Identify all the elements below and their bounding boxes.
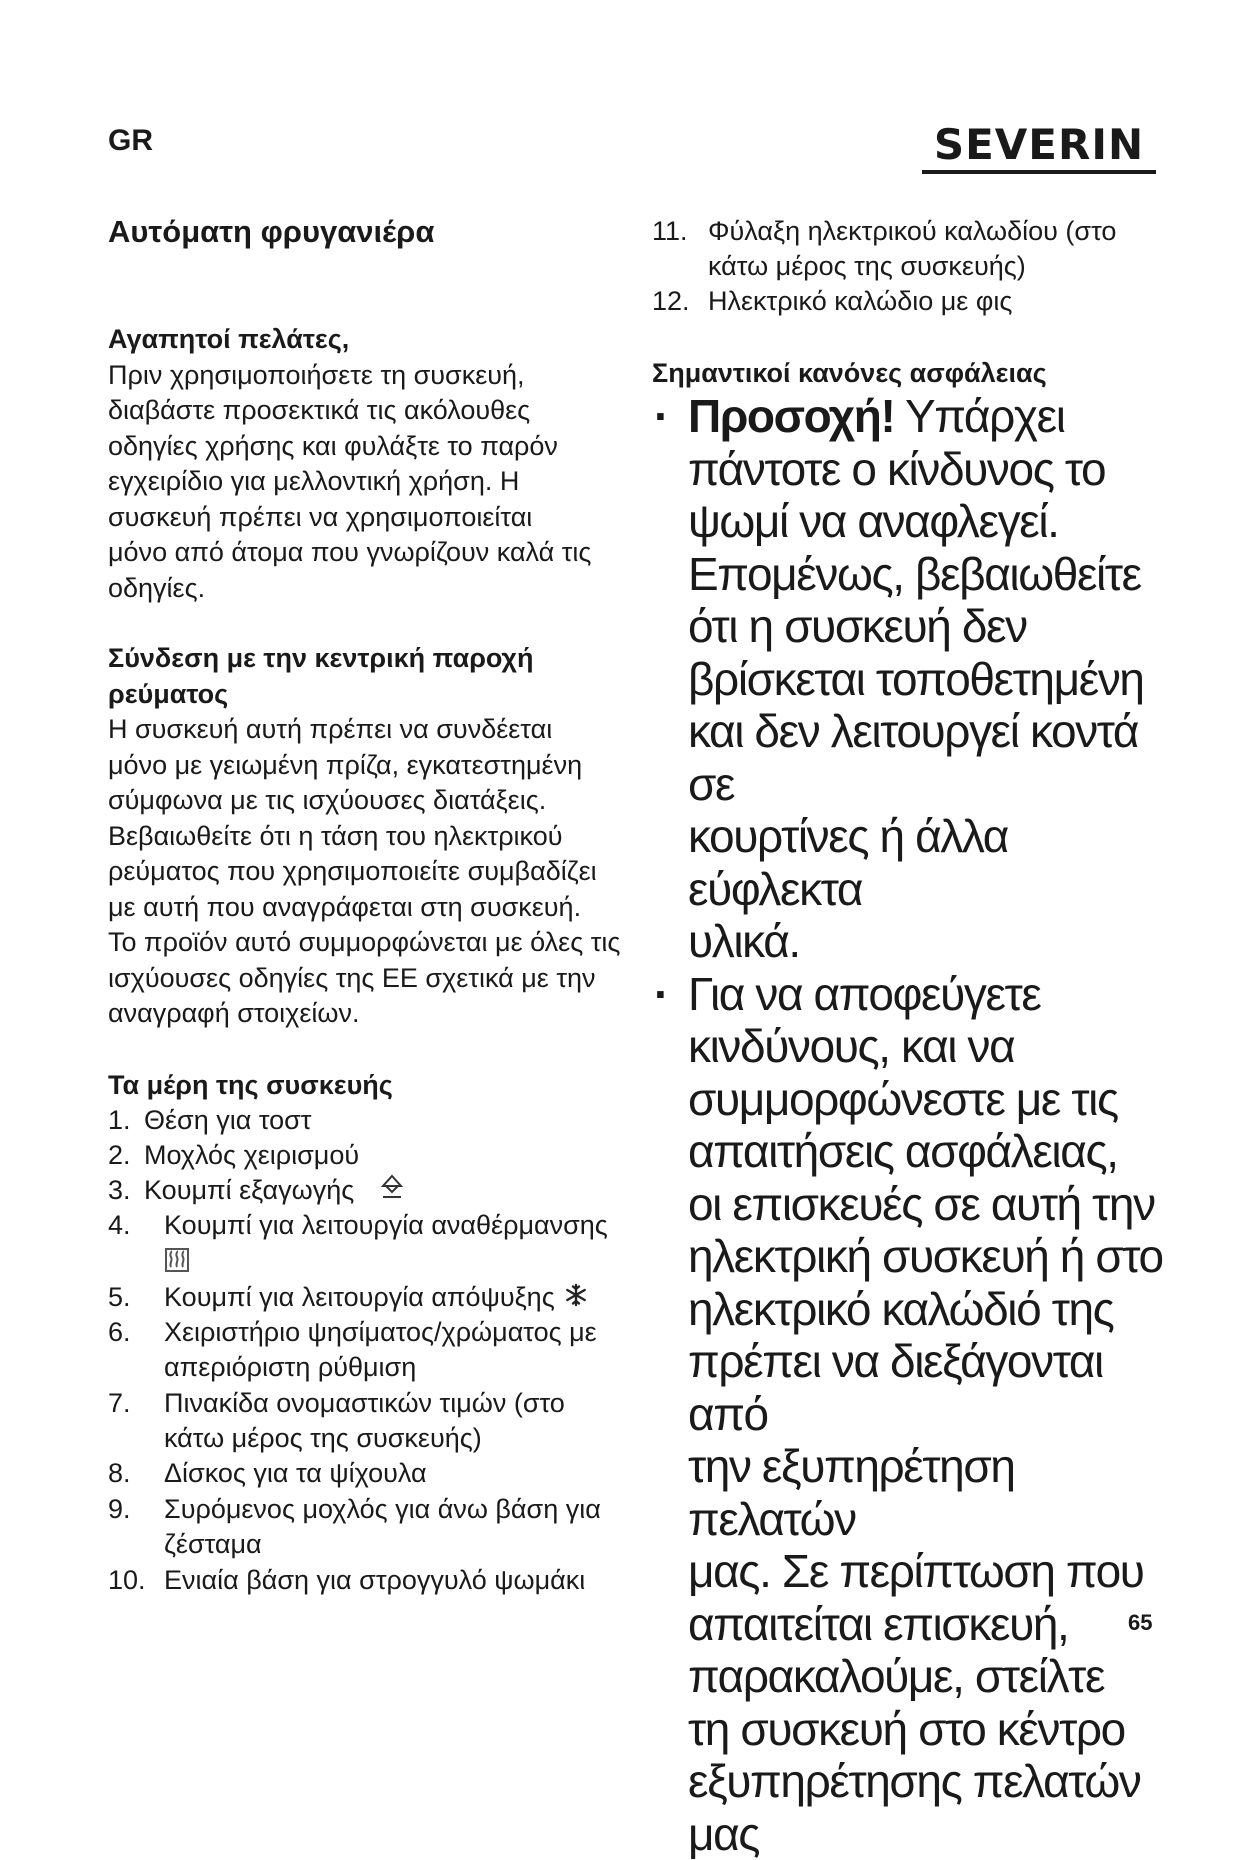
item-text: Συρόμενος μοχλός για άνω βάση για <box>164 1492 601 1528</box>
safety-bullet-fire <box>652 390 1172 968</box>
item-text: Κουμπί για λειτουργία απόψυξης <box>164 1282 555 1312</box>
bullet-line: πρέπει να διεξάγονται από <box>688 1335 1172 1440</box>
brand-logo: SEVERIN <box>922 122 1156 174</box>
item-text: Κουμπί για λειτουργία αναθέρμανσης <box>164 1208 608 1244</box>
bullet-line: συμμορφώνεστε με τις <box>688 1073 1172 1126</box>
item-text: Πινακίδα ονομαστικών τιμών (στο <box>164 1386 565 1422</box>
bullet-line: εξυπηρέτησης πελατών μας <box>688 1755 1172 1860</box>
bullet-line: οι επισκευές σε αυτή την <box>688 1178 1172 1231</box>
intro-section <box>108 322 628 606</box>
bullet-line: απαιτήσεις ασφάλειας, <box>688 1125 1172 1178</box>
page-number: 65 <box>1128 1610 1152 1636</box>
item-text: Ενιαία βάση για στρογγυλό ψωμάκι <box>164 1563 585 1599</box>
item-number: 6. <box>108 1315 131 1351</box>
item-text: Θέση για τοστ <box>144 1103 311 1139</box>
connection-line: με αυτή που αναγράφεται στη συσκευή. <box>108 890 628 926</box>
bullet-line: κινδύνους, και να <box>688 1020 1172 1073</box>
defrost-icon <box>564 1281 588 1317</box>
connection-heading: Σύνδεση με την κεντρική παροχή <box>108 641 628 677</box>
item-number: 10. <box>108 1563 146 1599</box>
bullet-line: ηλεκτρική συσκευή ή στο <box>688 1230 1172 1283</box>
bullet-line: παρακαλούμε, στείλτε <box>688 1650 1172 1703</box>
safety-bullets <box>652 390 1172 1860</box>
bullet-marker: · <box>654 390 668 443</box>
item-number: 7. <box>108 1386 131 1422</box>
bullet-line: πάντοτε ο κίνδυνος το <box>688 443 1172 496</box>
bullet-line: βρίσκεται τοποθετημένη <box>688 653 1172 706</box>
bullet-text: Υπάρχει <box>894 390 1064 442</box>
reheat-icon <box>163 1245 203 1285</box>
bullet-line: Επομένως, βεβαιωθείτε <box>688 548 1172 601</box>
item-text: κάτω μέρος της συσκευής) <box>708 249 1026 285</box>
connection-section <box>108 641 628 1032</box>
safety-heading: Σημαντικοί κανόνες ασφάλειας <box>652 356 1182 392</box>
bullet-line: και δεν λειτουργεί κοντά σε <box>688 705 1172 810</box>
item-text: ζέσταμα <box>164 1527 262 1563</box>
item-number: 2. <box>108 1138 131 1174</box>
item-number: 12. <box>652 284 690 320</box>
connection-line: μόνο με γειωμένη πρίζα, εγκατεστημένη <box>108 748 628 784</box>
language-code: GR <box>108 124 153 158</box>
intro-line: συσκευή πρέπει να χρησιμοποιείται <box>108 500 628 536</box>
intro-line: μόνο από άτομα που γνωρίζουν καλά τις <box>108 535 628 571</box>
item-number: 5. <box>108 1280 131 1316</box>
connection-line: ισχύουσες οδηγίες της ΕΕ σχετικά με την <box>108 961 628 997</box>
connection-line: Το προϊόν αυτό συμμορφώνεται με όλες τις <box>108 925 628 961</box>
item-text: Φύλαξη ηλεκτρικού καλωδίου (στο <box>708 214 1116 250</box>
item-text: απεριόριστη ρύθμιση <box>164 1350 416 1386</box>
parts-heading-text: Τα μέρη της συσκευής <box>108 1068 628 1104</box>
connection-heading: ρεύματος <box>108 677 628 713</box>
bullet-marker: · <box>654 968 668 1021</box>
connection-line: σύμφωνα με τις ισχύουσες διατάξεις. <box>108 783 628 819</box>
bullet-line: την εξυπηρέτηση πελατών <box>688 1440 1172 1545</box>
warning-emphasis: Προσοχή! <box>688 390 894 442</box>
item-number: 4. <box>108 1208 131 1244</box>
intro-line: οδηγίες χρήσης και φυλάξτε το παρόν <box>108 429 628 465</box>
bullet-line: Για να αποφεύγετε <box>688 968 1172 1021</box>
connection-line: ρεύματος που χρησιμοποιείτε συμβαδίζει <box>108 854 628 890</box>
item-text: Δίσκος για τα ψίχουλα <box>164 1456 427 1492</box>
bullet-line: υλικά. <box>688 915 1172 968</box>
item-number: 3. <box>108 1173 131 1209</box>
intro-line: εγχειρίδιο για μελλοντική χρήση. Η <box>108 464 628 500</box>
parts-heading <box>108 1068 628 1104</box>
bullet-line: ηλεκτρικό καλώδιό της <box>688 1283 1172 1336</box>
item-number: 9. <box>108 1492 131 1528</box>
item-number: 8. <box>108 1456 131 1492</box>
intro-heading: Αγαπητοί πελάτες, <box>108 322 628 358</box>
bullet-line: τη συσκευή στο κέντρο <box>688 1703 1172 1756</box>
document-title: Αυτόματη φρυγανιέρα <box>108 214 628 250</box>
bullet-line: ψωμί να αναφλεγεί. <box>688 495 1172 548</box>
item-number: 1. <box>108 1103 131 1139</box>
item-text: Ηλεκτρικό καλώδιο με φις <box>708 284 1012 320</box>
bullet-line: ότι η συσκευή δεν <box>688 600 1172 653</box>
connection-line: αναγραφή στοιχείων. <box>108 996 628 1032</box>
item-text: Χειριστήριο ψησίματος/χρώματος με <box>164 1315 597 1351</box>
intro-line: διαβάστε προσεκτικά τις ακόλουθες <box>108 393 628 429</box>
eject-icon <box>380 1174 404 1210</box>
item-text: Κουμπί εξαγωγής <box>144 1175 354 1205</box>
safety-bullet-repairs <box>652 968 1172 1860</box>
item-text: κάτω μέρος της συσκευής) <box>164 1421 482 1457</box>
bullet-line: κουρτίνες ή άλλα εύφλεκτα <box>688 810 1172 915</box>
connection-line: Βεβαιωθείτε ότι η τάση του ηλεκτρικού <box>108 819 628 855</box>
intro-line: οδηγίες. <box>108 571 628 607</box>
connection-line: Η συσκευή αυτή πρέπει να συνδέεται <box>108 712 628 748</box>
bullet-line: απαιτείται επισκευή, <box>688 1598 1172 1651</box>
item-text: Μοχλός χειρισμού <box>144 1138 359 1174</box>
bullet-line: μας. Σε περίπτωση που <box>688 1545 1172 1598</box>
intro-line: Πριν χρησιμοποιήσετε τη συσκευή, <box>108 358 628 394</box>
item-number: 11. <box>652 214 688 250</box>
